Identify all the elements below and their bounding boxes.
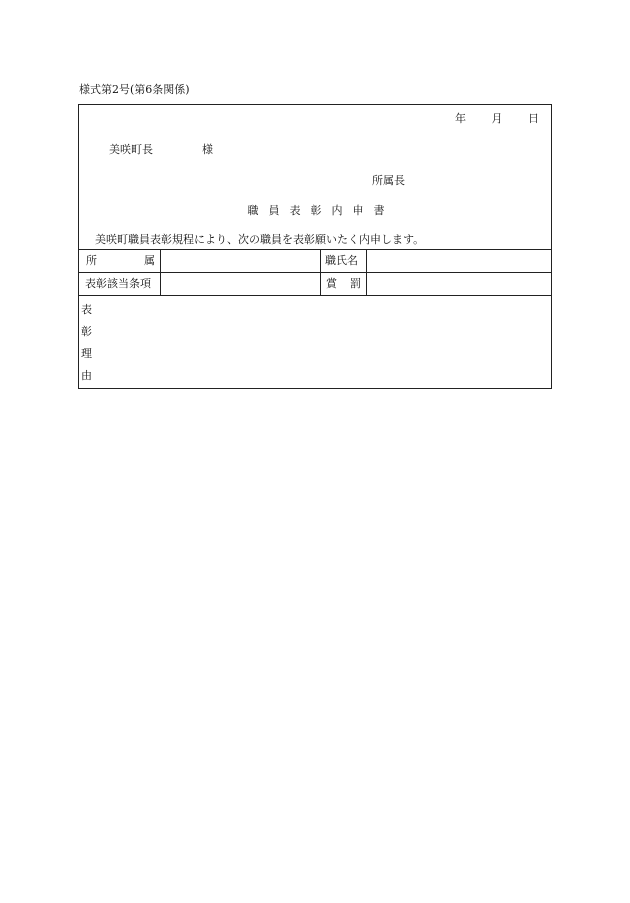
employee-name-value[interactable] xyxy=(367,250,552,272)
rewards-penalties-label xyxy=(326,273,361,295)
table-column-divider xyxy=(320,249,321,295)
addressee-name: 美咲町長 xyxy=(109,143,153,156)
rewards-penalties-label-char: 賞 xyxy=(326,277,337,290)
affiliation-label xyxy=(86,250,155,272)
commendation-reason-value[interactable] xyxy=(99,297,549,387)
applicable-clause-label: 表彰該当条項 xyxy=(85,277,151,290)
sender-title: 所属長 xyxy=(372,174,405,187)
commendation-form xyxy=(78,104,552,389)
affiliation-value[interactable] xyxy=(161,250,320,272)
rewards-penalties-label-char: 罰 xyxy=(350,277,361,290)
reason-label-char: 理 xyxy=(81,347,92,360)
rewards-penalties-value[interactable] xyxy=(367,273,552,295)
applicable-clause-value[interactable] xyxy=(161,273,320,295)
form-number-label: 様式第2号(第6条関係) xyxy=(79,83,190,96)
reason-label-char: 由 xyxy=(81,369,92,382)
date-year-label: 年 xyxy=(455,112,466,125)
employee-name-label: 職氏名 xyxy=(325,254,358,267)
affiliation-label-char: 所 xyxy=(86,254,97,267)
affiliation-label-char: 属 xyxy=(144,254,155,267)
addressee-honorific: 様 xyxy=(202,143,213,156)
lead-statement: 美咲町職員表彰規程により、次の職員を表彰願いたく内申します。 xyxy=(95,233,425,246)
date-day-label: 日 xyxy=(528,112,539,125)
date-line xyxy=(455,110,539,126)
commendation-reason-label xyxy=(81,299,95,387)
document-title: 職員表彰内申書 xyxy=(247,204,395,217)
reason-label-char: 彰 xyxy=(81,325,92,338)
table-row-divider xyxy=(79,295,551,296)
date-month-label: 月 xyxy=(491,112,503,125)
reason-label-char: 表 xyxy=(81,303,92,316)
